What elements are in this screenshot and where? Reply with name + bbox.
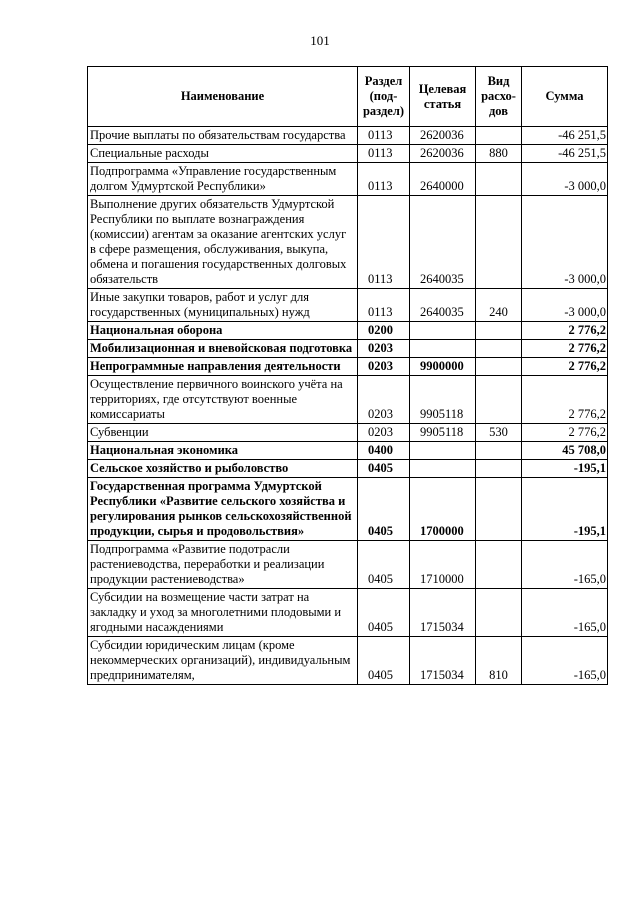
row-article-cell: [410, 460, 476, 478]
row-sum-cell: -165,0: [522, 541, 608, 589]
table-row: [88, 478, 608, 541]
row-sum-cell: 2 776,2: [522, 376, 608, 424]
table-row: [88, 196, 608, 289]
table-row: [88, 163, 608, 196]
row-type-cell: [476, 196, 522, 289]
row-sum-cell: -165,0: [522, 637, 608, 685]
table-header: [88, 67, 608, 127]
row-name-cell: Национальная оборона: [88, 322, 358, 340]
row-section-cell: 0203: [358, 340, 410, 358]
table-row: [88, 424, 608, 442]
row-type-cell: [476, 340, 522, 358]
row-name-cell: Подпрограмма «Управление государственным долгом Удмуртской Республики»: [88, 163, 358, 196]
table-row: [88, 358, 608, 376]
table-row: [88, 442, 608, 460]
row-name-cell: Иные закупки товаров, работ и услуг для государственных (муниципальных) нужд: [88, 289, 358, 322]
row-type-cell: 530: [476, 424, 522, 442]
row-article-cell: 2640000: [410, 163, 476, 196]
row-name-cell: Выполнение других обязательств Удмуртской Республики по выплате вознаграждения (комиссии) агентам за оказание агентских услуг в сфере размещения, обслуживания, выкупа, обмена и погашения государственных долговых обязательств: [88, 196, 358, 289]
header-type: Вид расхо-дов: [476, 67, 522, 127]
row-type-cell: [476, 541, 522, 589]
row-article-cell: 9905118: [410, 424, 476, 442]
table-row: [88, 541, 608, 589]
row-type-cell: [476, 442, 522, 460]
table-row: [88, 340, 608, 358]
row-section-cell: 0405: [358, 637, 410, 685]
row-type-cell: [476, 460, 522, 478]
table-row: [88, 322, 608, 340]
row-article-cell: 1710000: [410, 541, 476, 589]
header-name: Наименование: [88, 67, 358, 127]
row-type-cell: 880: [476, 145, 522, 163]
table-row: [88, 376, 608, 424]
table-row: [88, 460, 608, 478]
row-section-cell: 0203: [358, 376, 410, 424]
row-article-cell: 2620036: [410, 127, 476, 145]
row-section-cell: 0405: [358, 460, 410, 478]
row-sum-cell: 2 776,2: [522, 340, 608, 358]
row-name-cell: Сельское хозяйство и рыболовство: [88, 460, 358, 478]
row-sum-cell: -3 000,0: [522, 163, 608, 196]
row-type-cell: [476, 322, 522, 340]
row-type-cell: [476, 376, 522, 424]
row-sum-cell: -46 251,5: [522, 145, 608, 163]
row-article-cell: 9905118: [410, 376, 476, 424]
row-article-cell: 1700000: [410, 478, 476, 541]
row-sum-cell: -3 000,0: [522, 196, 608, 289]
row-section-cell: 0113: [358, 145, 410, 163]
row-sum-cell: -195,1: [522, 478, 608, 541]
row-section-cell: 0400: [358, 442, 410, 460]
row-type-cell: 240: [476, 289, 522, 322]
row-sum-cell: 2 776,2: [522, 358, 608, 376]
row-article-cell: [410, 322, 476, 340]
row-type-cell: [476, 358, 522, 376]
row-article-cell: 1715034: [410, 637, 476, 685]
row-article-cell: [410, 340, 476, 358]
table-row: [88, 289, 608, 322]
row-name-cell: Мобилизационная и вневойсковая подготовка: [88, 340, 358, 358]
table-row: [88, 637, 608, 685]
row-section-cell: 0405: [358, 541, 410, 589]
row-article-cell: 9900000: [410, 358, 476, 376]
row-article-cell: 1715034: [410, 589, 476, 637]
table-row: [88, 145, 608, 163]
row-article-cell: 2640035: [410, 289, 476, 322]
table-row: [88, 127, 608, 145]
row-type-cell: [476, 127, 522, 145]
row-name-cell: Государственная программа Удмуртской Республики «Развитие сельского хозяйства и регулирования рынков сельскохозяйственной продукции, сырья и продовольствия»: [88, 478, 358, 541]
row-section-cell: 0113: [358, 163, 410, 196]
header-sum: Сумма: [522, 67, 608, 127]
row-name-cell: Осуществление первичного воинского учёта на территориях, где отсутствуют военные комиссариаты: [88, 376, 358, 424]
row-section-cell: 0405: [358, 478, 410, 541]
row-section-cell: 0113: [358, 289, 410, 322]
row-sum-cell: 45 708,0: [522, 442, 608, 460]
row-section-cell: 0203: [358, 358, 410, 376]
row-section-cell: 0113: [358, 127, 410, 145]
row-name-cell: Субсидии на возмещение части затрат на закладку и уход за многолетними плодовыми и ягодными насаждениями: [88, 589, 358, 637]
row-name-cell: Прочие выплаты по обязательствам государства: [88, 127, 358, 145]
row-type-cell: [476, 163, 522, 196]
row-name-cell: Подпрограмма «Развитие подотрасли растениеводства, переработки и реализации продукции растениеводства»: [88, 541, 358, 589]
table-row: [88, 589, 608, 637]
row-sum-cell: 2 776,2: [522, 322, 608, 340]
row-sum-cell: -165,0: [522, 589, 608, 637]
row-sum-cell: 2 776,2: [522, 424, 608, 442]
row-type-cell: 810: [476, 637, 522, 685]
row-name-cell: Субвенции: [88, 424, 358, 442]
page-number: 101: [310, 33, 330, 48]
row-name-cell: Непрограммные направления деятельности: [88, 358, 358, 376]
row-name-cell: Субсидии юридическим лицам (кроме некоммерческих организаций), индивидуальным предпринимателям,: [88, 637, 358, 685]
row-article-cell: [410, 442, 476, 460]
row-article-cell: 2640035: [410, 196, 476, 289]
row-section-cell: 0203: [358, 424, 410, 442]
row-article-cell: 2620036: [410, 145, 476, 163]
row-section-cell: 0113: [358, 196, 410, 289]
row-sum-cell: -195,1: [522, 460, 608, 478]
budget-table: [87, 66, 608, 685]
row-sum-cell: -46 251,5: [522, 127, 608, 145]
row-type-cell: [476, 478, 522, 541]
table-body: [88, 127, 608, 685]
row-type-cell: [476, 589, 522, 637]
header-section: Раздел (под-раздел): [358, 67, 410, 127]
row-name-cell: Специальные расходы: [88, 145, 358, 163]
row-section-cell: 0405: [358, 589, 410, 637]
row-sum-cell: -3 000,0: [522, 289, 608, 322]
row-section-cell: 0200: [358, 322, 410, 340]
row-name-cell: Национальная экономика: [88, 442, 358, 460]
header-article: Целевая статья: [410, 67, 476, 127]
